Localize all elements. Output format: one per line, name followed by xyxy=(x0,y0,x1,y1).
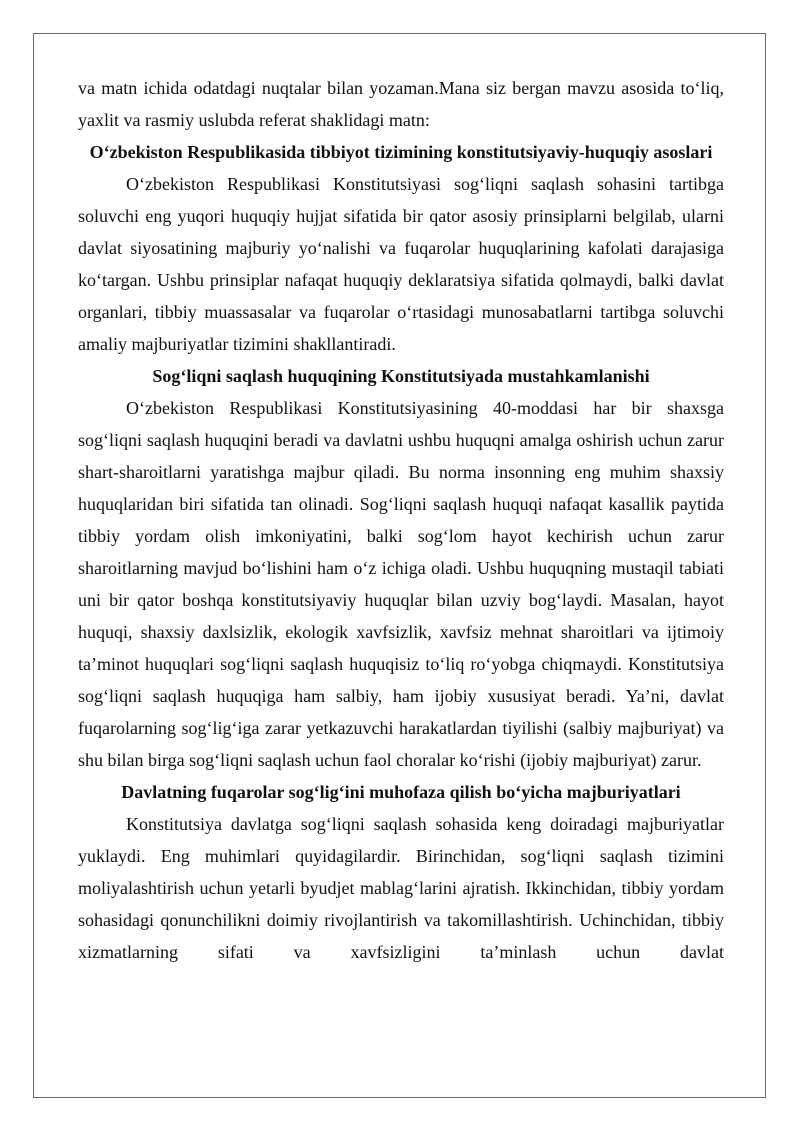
paragraph-3: Konstitutsiya davlatga sog‘liqni saqlash sohasida keng doiradagi majburiyatlar yuklaydi. Eng muhimlari quyidagilardir. Birinchidan, sog‘liqni saqlash tizimini moliyalashtirish uchun yetarli byudjet mablag‘larini ajratish. Ikkinchidan, tibbiy yordam sohasidagi qonunchilikni doimiy rivojlantirish va takomillashtirish. Uchinchidan, tibbiy xizmatlarning sifati va xavfsizligini ta’minlash uchun davlat xyxy=(78,814,724,962)
paragraph-1: O‘zbekiston Respublikasi Konstitutsiyasi sog‘liqni saqlash sohasini tartibga soluvchi eng yuqori huquqiy hujjat sifatida bir qator asosiy prinsiplarni belgilab, ularni davlat siyosatining majburiy yo‘nalishi va fuqarolar huquqlarining kafolati darajasiga ko‘targan. Ushbu prinsiplar nafaqat huquqiy deklaratsiya sifatida qolmaydi, balki davlat organlari, tibbiy muassasalar va fuqarolar o‘rtasidagi munosabatlarni tartibga soluvchi amaliy majburiyatlar tizimini shakllantiradi. xyxy=(78,174,724,354)
document-body xyxy=(78,72,724,968)
paragraph-2: O‘zbekiston Respublikasi Konstitutsiyasining 40-moddasi har bir shaxsga sog‘liqni saqlash huquqini beradi va davlatni ushbu huquqni amalga oshirish uchun zarur shart-sharoitlarni yaratishga majbur qiladi. Bu norma insonning eng muhim shaxsiy huquqlaridan biri sifatida tan olinadi. Sog‘liqni saqlash huquqi nafaqat kasallik paytida tibbiy yordam olish imkoniyatini, balki sog‘lom hayot kechirish uchun zarur sharoitlarning mavjud bo‘lishini ham o‘z ichiga oladi. Ushbu huquqning mustaqil tabiati uni bir qator boshqa konstitutsiyaviy huquqlar bilan uzviy bog‘laydi. Masalan, hayot huquqi, shaxsiy daxlsizlik, ekologik xavfsizlik, xavfsiz mehnat sharoitlari va ijtimoiy ta’minot huquqlari sog‘liqni saqlash huquqisiz to‘liq ro‘yobga chiqmaydi. Konstitutsiya sog‘liqni saqlash huquqiga ham salbiy, ham ijobiy xususiyat beradi. Ya’ni, davlat fuqarolarning sog‘lig‘iga zarar yetkazuvchi harakatlardan tiyilishi (salbiy majburiyat) va shu bilan birga sog‘liqni saqlash uchun faol choralar ko‘rishi (ijobiy majburiyat) zarur. xyxy=(78,398,724,770)
section-2-heading: Davlatning fuqarolar sog‘lig‘ini muhofaza qilish bo‘yicha majburiyatlari xyxy=(121,782,681,802)
section-1-heading: Sog‘liqni saqlash huquqining Konstitutsiyada mustahkamlanishi xyxy=(152,366,650,386)
intro-text: va matn ichida odatdagi nuqtalar bilan yozaman.Mana siz bergan mavzu asosida to‘liq, yaxlit va rasmiy uslubda referat shaklidagi matn: xyxy=(78,78,724,130)
document-title: O‘zbekiston Respublikasida tibbiyot tizimining konstitutsiyaviy-huquqiy asoslari xyxy=(89,142,713,162)
